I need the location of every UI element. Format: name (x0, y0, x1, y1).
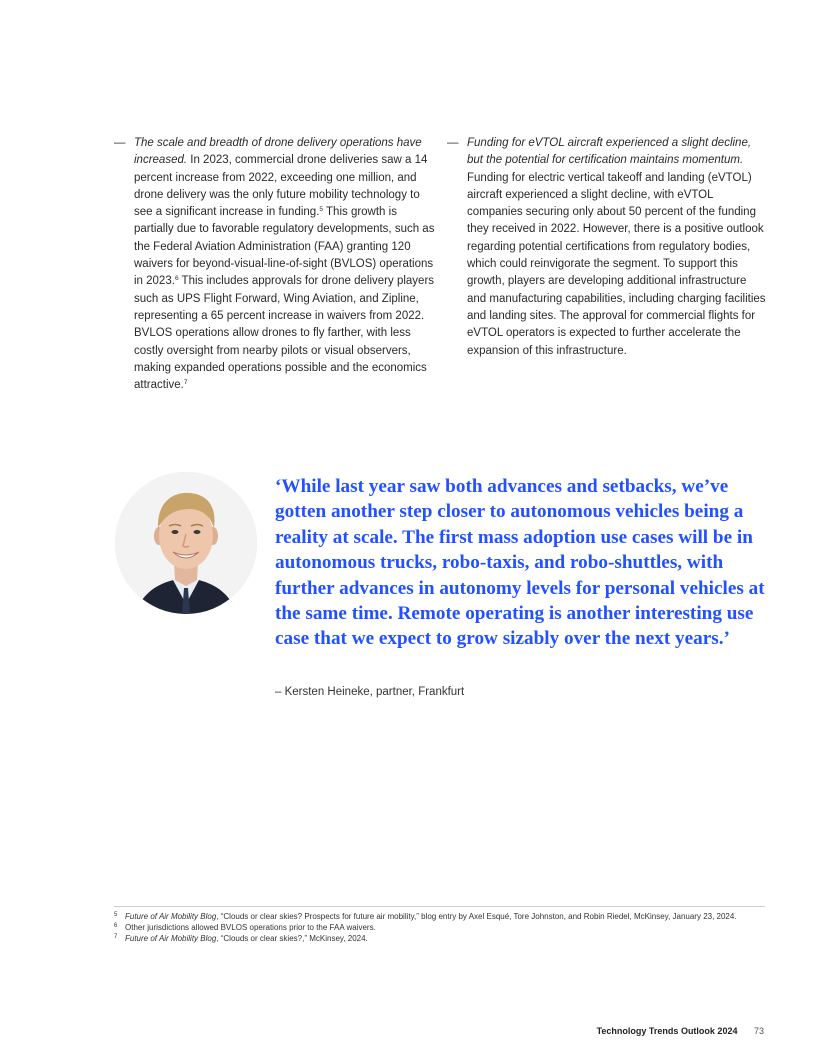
footnote-source-title: Future of Air Mobility Blog (125, 934, 217, 943)
report-title: Technology Trends Outlook 2024 (596, 1026, 738, 1036)
footnote-number: 6 (114, 923, 118, 929)
bullet-body: Funding for electric vertical takeoff and landing (eVTOL) aircraft experienced a slight decline, with eVTOL companies securing only about 50 percent of the funding they received in 2022. However, there is a positive outlook regarding potential certifications from regulatory bodies, which could reinvigorate the segment. To support this growth, players are developing additional infrastructure and manufacturing capabilities, including charging facilities and landing sites. The approval for commercial flights for eVTOL operators is expected to further accelerate the expansion of this infrastructure. (467, 171, 766, 357)
right-column (447, 135, 767, 360)
bullet-paragraph (134, 135, 436, 394)
footnote-text (125, 933, 368, 944)
bullet-body-part-1: In 2023, commercial drone deliveries saw a 14 percent increase from 2022, exceeding one million, and drone delivery was the only future mobility technology to see a significant increase in funding. (134, 154, 428, 219)
footnote-7 (114, 933, 766, 944)
footnote-citation: Other jurisdictions allowed BVLOS operations prior to the FAA waivers. (125, 923, 376, 932)
bullet-paragraph (467, 135, 767, 360)
bullet-dash: — (447, 137, 459, 149)
footnote-citation: , “Clouds or clear skies? Prospects for future air mobility,” blog entry by Axel Esqué, Tore Johnston, and Robin Riedel, McKinsey, January 23, 2024. (216, 912, 737, 921)
footnote-text (125, 922, 376, 933)
pull-quote: ‘While last year saw both advances and setbacks, we’ve gotten another step closer to autonomous vehicles being a reality at scale. The first mass adoption use cases will be in autonomous trucks, robo-taxis, and robo-shuttles, with further advances in autonomy levels for personal vehicles at the same time. Remote operating is another interesting use case that we expect to grow sizably over the next years.’ (275, 476, 765, 650)
footnote-number: 7 (114, 934, 118, 940)
footnote-6 (114, 922, 766, 933)
footnote-citation: , “Clouds or clear skies?,” McKinsey, 2024. (216, 934, 368, 943)
bullet-body-part-2: This growth is partially due to favorable regulatory developments, such as the Federal Aviation Administration (FAA) granting 120 waivers for beyond-visual-line-of-sight (BVLOS) operations in 2023. (134, 206, 435, 288)
bullet-drone-delivery (114, 135, 436, 394)
footnote-ref-7[interactable]: 7 (183, 379, 188, 387)
portrait-image (115, 472, 257, 614)
footnote-ref-6[interactable]: 6 (174, 275, 179, 283)
bullet-dash: — (114, 137, 126, 149)
bullet-lead: Funding for eVTOL aircraft experienced a slight decline, but the potential for certification maintains momentum. (467, 137, 752, 167)
footnote-5 (114, 911, 766, 922)
bullet-evtol-funding (447, 135, 767, 360)
page-number: 73 (753, 1026, 764, 1036)
quote-attribution: – Kersten Heineke, partner, Frankfurt (275, 686, 465, 698)
avatar (115, 472, 257, 614)
footnote-text (125, 911, 737, 922)
footnote-ref-5[interactable]: 5 (319, 206, 324, 214)
footnote-number: 5 (114, 912, 118, 918)
footnotes (114, 911, 766, 944)
bullet-body-part-3: This includes approvals for drone delivery players such as UPS Flight Forward, Wing Aviation, and Zipline, representing a 65 percent increase in waivers from 2022. BVLOS operations allow drones to fly farther, with less costly oversight from nearby pilots or visual observers, making expanded operations possible and the economics attractive. (134, 275, 435, 392)
page-footer (597, 1025, 764, 1037)
footnote-divider (114, 906, 765, 907)
bullet-lead: The scale and breadth of drone delivery operations have increased. (134, 137, 422, 167)
footnote-source-title: Future of Air Mobility Blog (125, 912, 217, 921)
left-column (114, 135, 436, 394)
